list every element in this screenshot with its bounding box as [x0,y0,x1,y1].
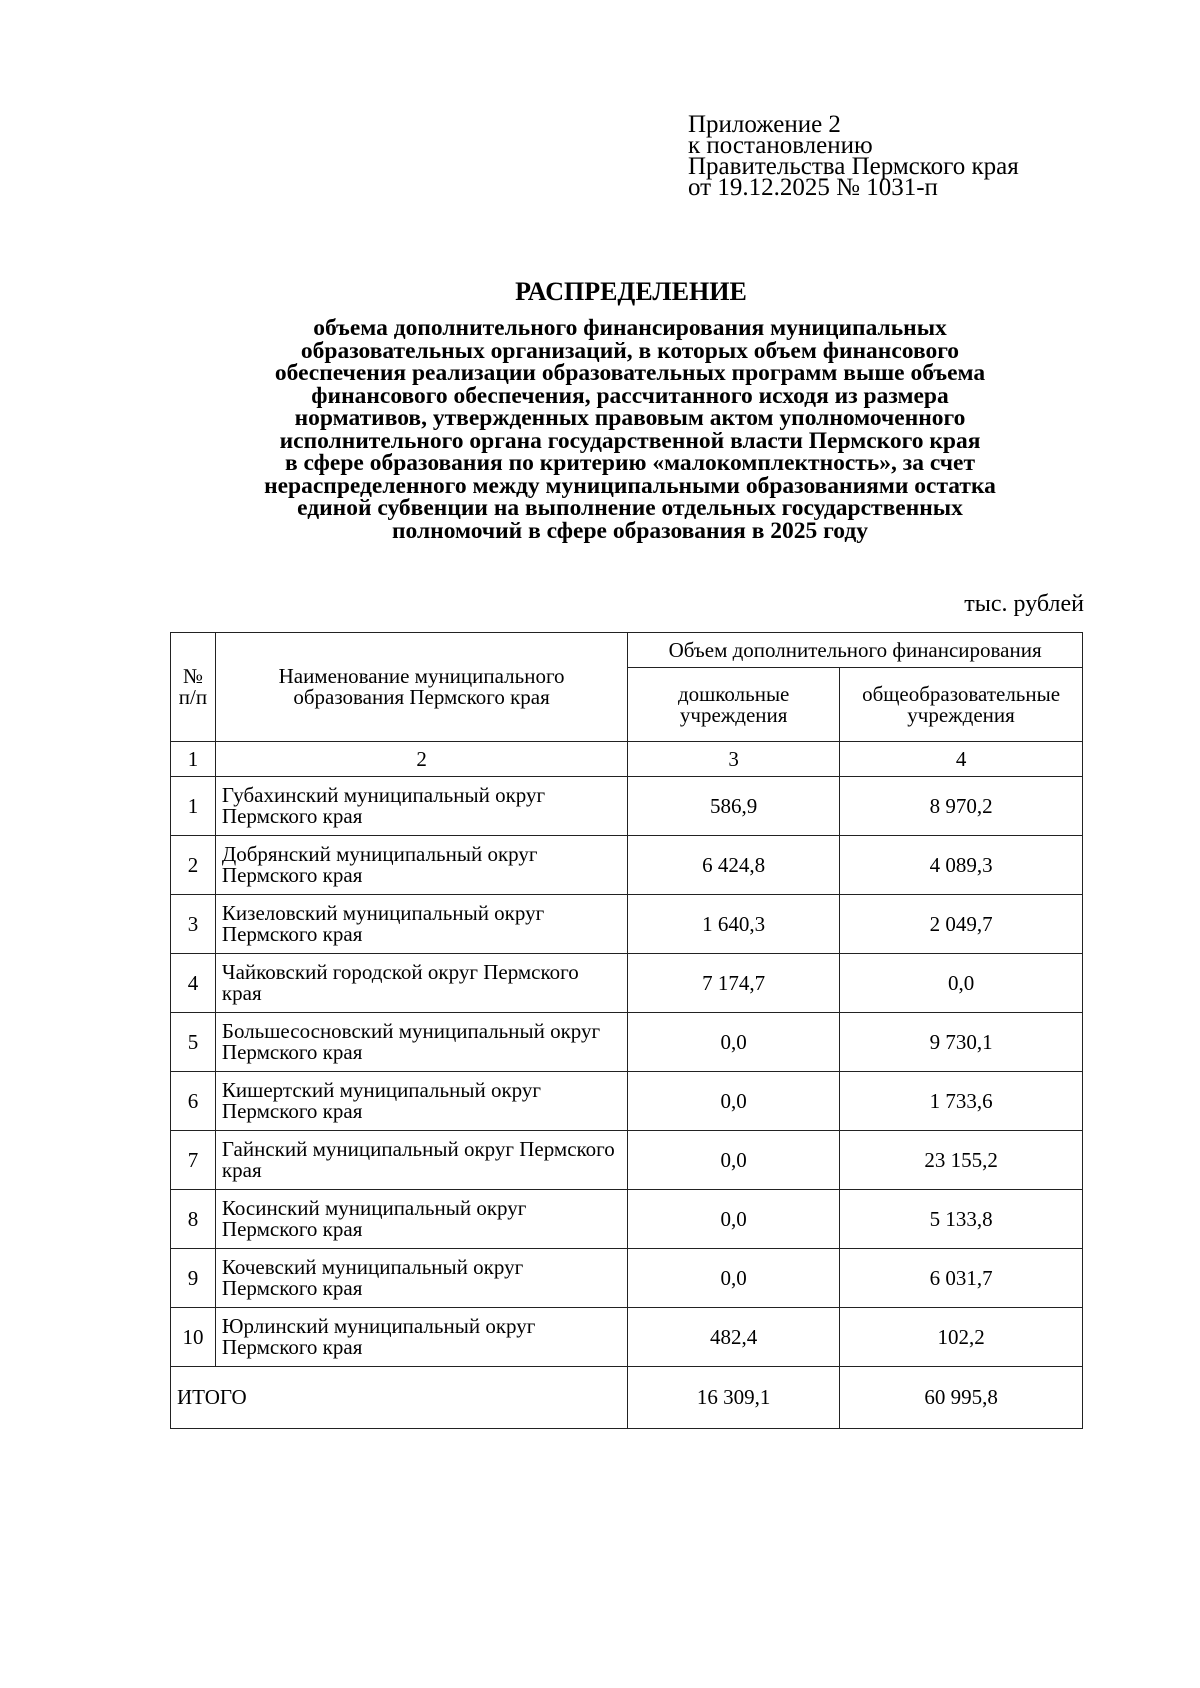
appendix-line: от 19.12.2025 № 1031-п [688,174,938,201]
table-row [171,1249,1083,1308]
municipality-name: Кочевский муниципальный округ Пермского края [215,1249,627,1308]
column-number: 2 [215,742,627,777]
appendix-reference [688,111,1019,201]
general-value: 9 730,1 [840,1013,1083,1072]
general-value: 6 031,7 [840,1249,1083,1308]
subtitle-line: финансового обеспечения, рассчитанного исходя из размера [311,382,949,409]
table-row [171,1072,1083,1131]
header-preschool: дошкольные учреждения [628,668,840,742]
distribution-table [170,632,1083,1429]
header-general: общеобразовательные учреждения [840,668,1083,742]
municipality-name: Большесосновский муниципальный округ Пермского края [215,1013,627,1072]
appendix-line: к постановлению [688,132,873,159]
general-value: 8 970,2 [840,777,1083,836]
column-number: 4 [840,742,1083,777]
column-number: 1 [171,742,216,777]
appendix-line: Приложение 2 [688,111,841,138]
preschool-value: 6 424,8 [628,836,840,895]
preschool-value: 7 174,7 [628,954,840,1013]
table-row [171,1131,1083,1190]
units-label: тыс. рублей [964,591,1084,617]
subtitle-line: в сфере образования по критерию «малокомплектность», за счет [284,450,976,476]
total-general: 60 995,8 [840,1367,1083,1429]
municipality-name: Губахинский муниципальный округ Пермского края [215,777,627,836]
general-value: 4 089,3 [840,836,1083,895]
subtitle-line: образовательных организаций, в которых объем финансового [300,337,960,364]
row-number: 3 [171,895,216,954]
row-number: 5 [171,1013,216,1072]
row-number: 2 [171,836,216,895]
table-row [171,1190,1083,1249]
general-value: 23 155,2 [840,1131,1083,1190]
column-number: 3 [628,742,840,777]
municipality-name: Кизеловский муниципальный округ Пермского края [215,895,627,954]
row-number: 8 [171,1190,216,1249]
preschool-value: 482,4 [628,1308,840,1367]
subtitle-line: исполнительного органа государственной власти Пермского края [279,427,981,454]
municipality-name: Добрянский муниципальный округ Пермского края [215,836,627,895]
municipality-name: Кишертский муниципальный округ Пермского края [215,1072,627,1131]
preschool-value: 586,9 [628,777,840,836]
total-label: ИТОГО [171,1367,628,1429]
row-number: 10 [171,1308,216,1367]
header-group: Объем дополнительного финансирования [628,633,1083,668]
municipality-name: Юрлинский муниципальный округ Пермского края [215,1308,627,1367]
table-row [171,836,1083,895]
row-number: 6 [171,1072,216,1131]
table-row [171,895,1083,954]
subtitle-line: полномочий в сфере образования в 2025 году [392,517,868,544]
general-value: 5 133,8 [840,1190,1083,1249]
document-subtitle [170,317,1090,542]
table-row [171,1013,1083,1072]
general-value: 1 733,6 [840,1072,1083,1131]
table-row [171,954,1083,1013]
preschool-value: 0,0 [628,1072,840,1131]
municipality-name: Гайнский муниципальный округ Пермского края [215,1131,627,1190]
general-value: 2 049,7 [840,895,1083,954]
appendix-line: Правительства Пермского края [688,153,1019,180]
general-value: 102,2 [840,1308,1083,1367]
table-row [171,1308,1083,1367]
header-name: Наименование муниципального образования Пермского края [215,633,627,742]
table-row [171,777,1083,836]
row-number: 9 [171,1249,216,1308]
municipality-name: Косинский муниципальный округ Пермского края [215,1190,627,1249]
document-title: РАСПРЕДЕЛЕНИЕ [515,277,747,306]
preschool-value: 0,0 [628,1013,840,1072]
row-number: 4 [171,954,216,1013]
subtitle-line: единой субвенции на выполнение отдельных государственных [297,495,963,521]
total-preschool: 16 309,1 [628,1367,840,1429]
preschool-value: 0,0 [628,1249,840,1308]
subtitle-line: объема дополнительного финансирования муниципальных [313,315,947,341]
preschool-value: 0,0 [628,1131,840,1190]
municipality-name: Чайковский городской округ Пермского края [215,954,627,1013]
row-number: 7 [171,1131,216,1190]
general-value: 0,0 [840,954,1083,1013]
header-num: № п/п [171,633,216,742]
subtitle-line: обеспечения реализации образовательных программ выше объема [274,360,986,386]
subtitle-line: нормативов, утвержденных правовым актом уполномоченного [294,405,966,431]
preschool-value: 1 640,3 [628,895,840,954]
preschool-value: 0,0 [628,1190,840,1249]
row-number: 1 [171,777,216,836]
subtitle-line: нераспределенного между муниципальными образованиями остатка [264,472,996,499]
